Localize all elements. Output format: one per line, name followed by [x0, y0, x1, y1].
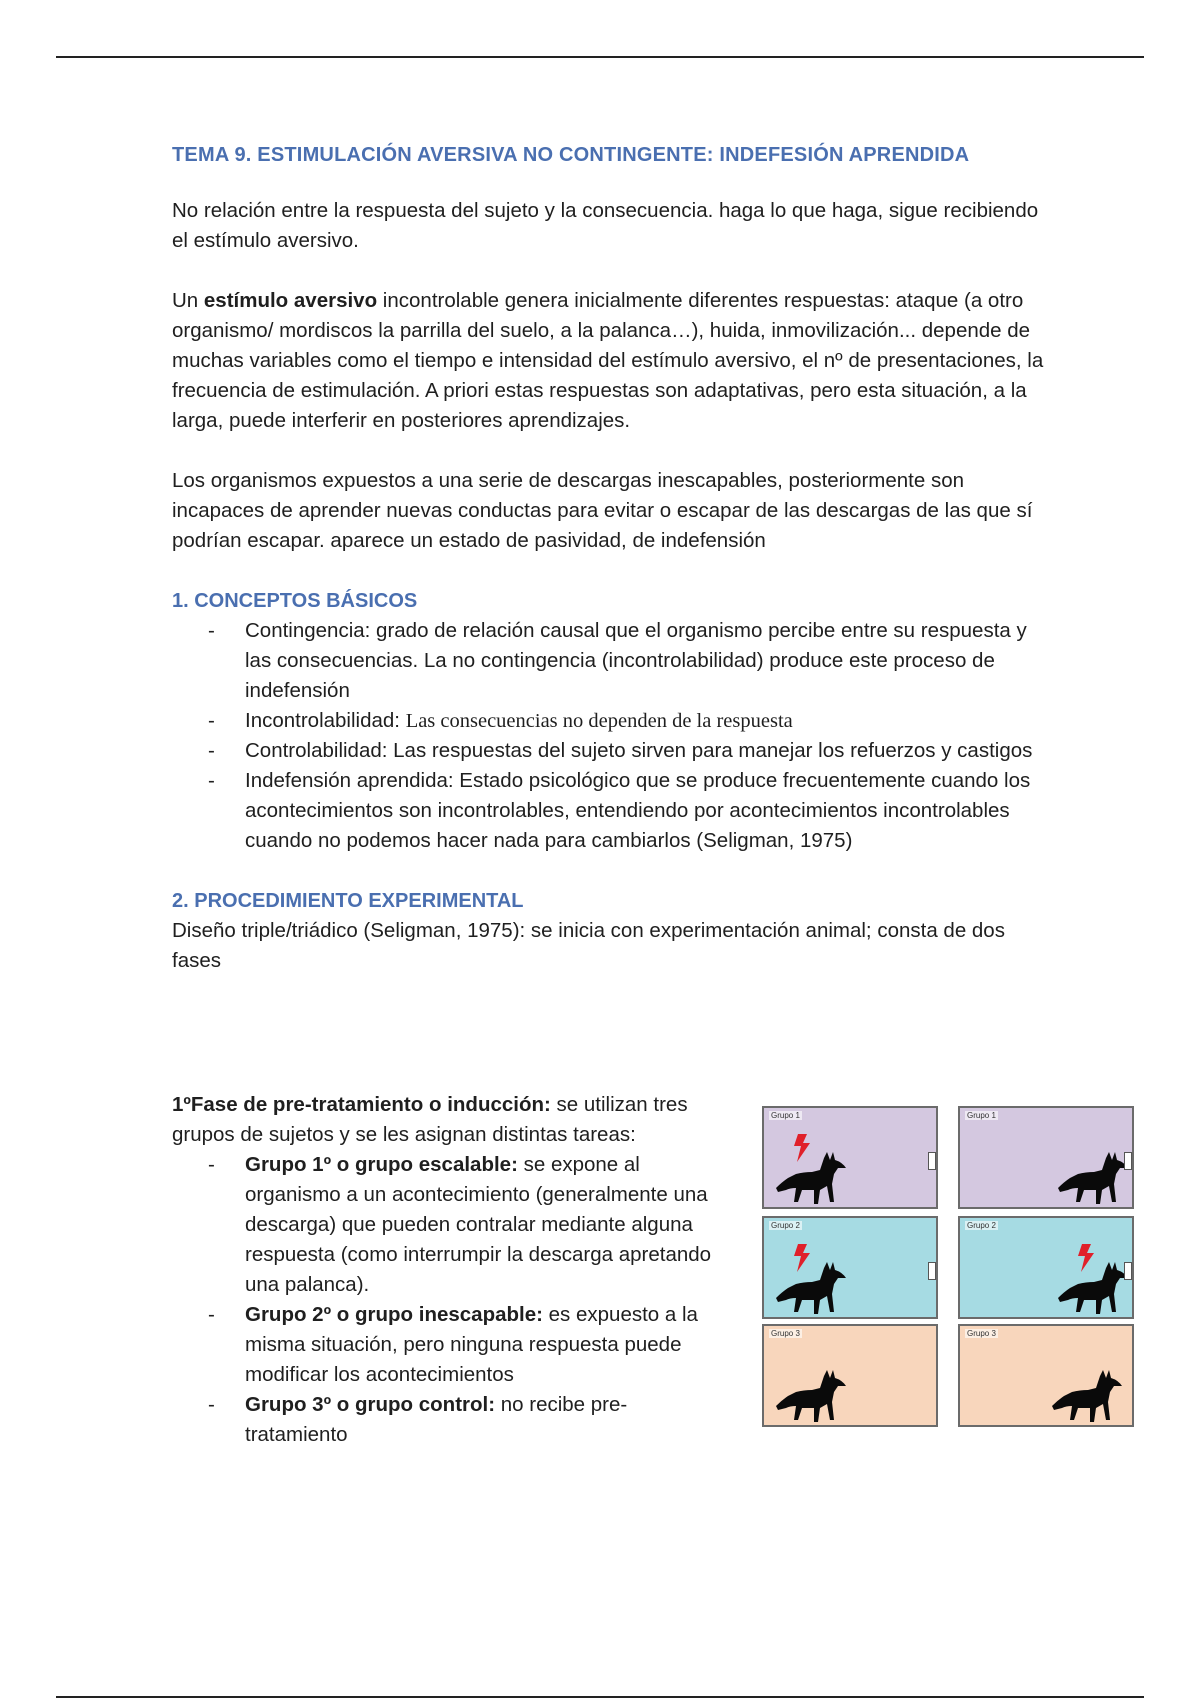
panel-grupo3-right	[958, 1324, 1134, 1427]
text-run: no recibe pre-tratamiento	[245, 1393, 628, 1446]
lever	[1124, 1262, 1132, 1280]
top-rule	[56, 56, 1144, 58]
text-run: Las consecuencias no dependen de la respuesta	[405, 710, 793, 732]
text-run: es expuesto a la misma situación, pero ninguna respuesta puede modificar los acontecimientos	[245, 1303, 698, 1386]
lever	[1124, 1152, 1132, 1170]
panel-label: Grupo 2	[967, 1221, 996, 1230]
list-item: - Contingencia: grado de relación causal que el organismo percibe entre su respuesta y las consecuencias. La no contingencia (incontrolabilidad) produce este proceso de indefensión	[172, 616, 1052, 706]
panel-grupo1-left	[762, 1106, 938, 1209]
phase-intro	[172, 1090, 727, 1150]
panel-grupo2-right	[958, 1216, 1134, 1319]
dog-silhouette-icon	[774, 1258, 848, 1316]
text-run: Incontrolabilidad:	[245, 709, 406, 732]
phase-block	[172, 1090, 727, 1480]
list-item: - Indefensión aprendida: Estado psicológico que se produce frecuentemente cuando los acontecimientos son incontrolables, entendiendo por acontecimientos incontrolables cuando no podemos hacer nada para cambiarlos (Seligman, 1975)	[172, 766, 1052, 856]
bold-term: Grupo 1º o grupo escalable:	[245, 1153, 518, 1176]
dog-silhouette-icon	[1050, 1366, 1124, 1424]
panel-label: Grupo 3	[771, 1329, 800, 1338]
list-item	[172, 1390, 727, 1450]
intro-paragraph: No relación entre la respuesta del sujeto y la consecuencia. haga lo que haga, sigue recibiendo el estímulo aversivo.	[172, 199, 1039, 252]
aversive-stimulus-paragraph	[172, 286, 1052, 436]
dog-silhouette-icon	[774, 1366, 848, 1424]
panel-label: Grupo 1	[967, 1111, 996, 1120]
bold-term: Grupo 3º o grupo control:	[245, 1393, 496, 1416]
text-run: incontrolable genera inicialmente diferentes respuestas: ataque (a otro organismo/ mordiscos la parrilla del suelo, a la palanca…), huida, inmovilización... depende de muchas variables como el tiempo e intensidad del estímulo aversivo, el nº de presentaciones, la frecuencia de estimulación. A priori estas respuestas son adaptativas, pero esta situación, a la larga, puede interferir en posteriores aprendizajes.	[172, 289, 1044, 432]
bold-term: estímulo aversivo	[203, 289, 378, 312]
bold-term: Grupo 2º o grupo inescapable:	[245, 1303, 543, 1326]
panel-grupo2-left	[762, 1216, 938, 1319]
panel-label: Grupo 2	[771, 1221, 800, 1230]
list-item	[172, 706, 1052, 736]
panel-label: Grupo 1	[771, 1111, 800, 1120]
text-run: Un	[172, 289, 204, 312]
page-title: TEMA 9. ESTIMULACIÓN AVERSIVA NO CONTINGENTE: INDEFESIÓN APRENDIDA	[172, 144, 970, 166]
document-body	[172, 140, 1052, 976]
list-item	[172, 1150, 727, 1300]
bottom-rule	[56, 1696, 1144, 1698]
lever	[928, 1152, 936, 1170]
section-heading-procedimiento: 2. PROCEDIMIENTO EXPERIMENTAL	[172, 890, 524, 912]
text-run: se utilizan tres grupos de sujetos y se les asignan distintas tareas:	[172, 1093, 688, 1146]
inescapable-shocks-paragraph: Los organismos expuestos a una serie de descargas inescapables, posteriormente son incapaces de aprender nuevas conductas para evitar o escapar de las descargas de las que sí podrían escapar. aparece un estado de pasividad, de indefensión	[172, 469, 1033, 552]
list-item	[172, 1300, 727, 1390]
list-item: - Controlabilidad: Las respuestas del sujeto sirven para manejar los refuerzos y castigos	[172, 736, 1052, 766]
section-heading-conceptos: 1. CONCEPTOS BÁSICOS	[172, 590, 418, 612]
panel-grupo1-right	[958, 1106, 1134, 1209]
panel-label: Grupo 3	[967, 1329, 996, 1338]
procedure-paragraph: Diseño triple/triádico (Seligman, 1975): se inicia con experimentación animal; consta de dos fases	[172, 919, 1005, 972]
panel-grupo3-left	[762, 1324, 938, 1427]
triadic-design-figure	[756, 1104, 1134, 1426]
text-run: se expone al organismo a un acontecimiento (generalmente una descarga) que pueden contralar mediante alguna respuesta (como interrumpir la descarga apretando una palanca).	[245, 1153, 712, 1296]
dog-silhouette-icon	[1056, 1148, 1130, 1206]
concepts-list	[172, 616, 1052, 856]
bold-term: 1ºFase de pre-tratamiento o inducción:	[172, 1093, 551, 1116]
groups-list	[172, 1150, 727, 1450]
dog-silhouette-icon	[774, 1148, 848, 1206]
lever	[928, 1262, 936, 1280]
dog-silhouette-icon	[1056, 1258, 1130, 1316]
